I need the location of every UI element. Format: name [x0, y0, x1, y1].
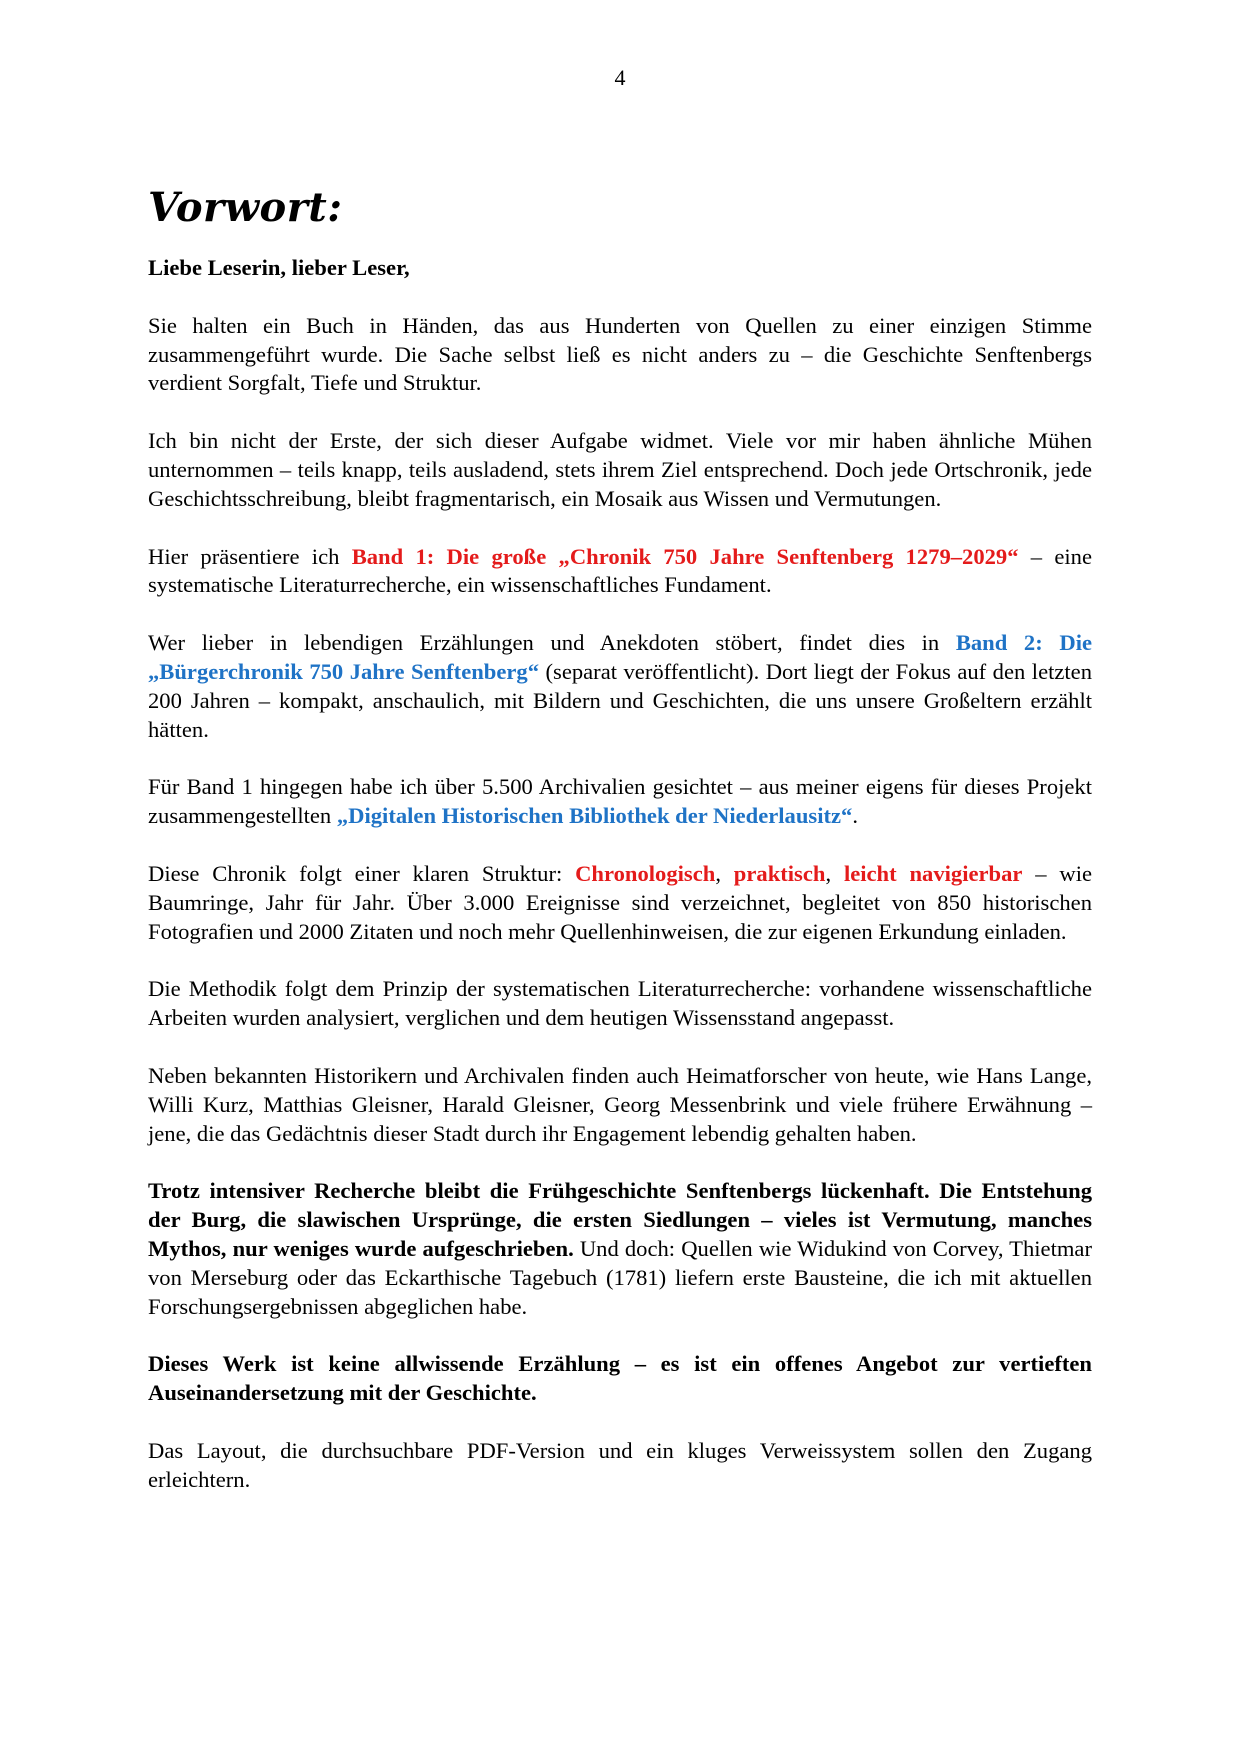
paragraph-6 [148, 860, 1092, 946]
paragraph-1: Sie halten ein Buch in Händen, das aus Hunderten von Quellen zu einer einzigen Stimme zusammengeführt wurde. Die Sache selbst ließ es nicht anders zu – die Geschichte Senftenbergs verdient Sorgfalt, Tiefe und Struktur. [148, 312, 1092, 396]
separator-1: , [715, 860, 734, 886]
page-number: 4 [614, 65, 626, 90]
paragraph-10: Dieses Werk ist keine allwissende Erzählung – es ist ein offenes Angebot zur vertieften Auseinandersetzung mit der Geschichte. [148, 1351, 1092, 1406]
paragraph-8: Neben bekannten Historikern und Archivalen finden auch Heimatforscher von heute, wie Hans Lange, Willi Kurz, Matthias Gleisner, Harald Gleisner, Georg Messenbrink und viele frühere Erwähnung – jene, die das Gedächtnis dieser Stadt durch ihr Engagement lebendig gehalten haben. [148, 1062, 1092, 1146]
paragraph-3-text-end: – eine systematische Literaturrecherche, ein wissenschaftliches Fundament. [148, 543, 1093, 598]
separator-2: , [825, 860, 844, 886]
keyword-praktisch: praktisch [733, 860, 826, 886]
paragraph-4-text: Wer lieber in lebendigen Erzählungen und Anekdoten stöbert, findet dies in [148, 630, 956, 656]
paragraph-9 [148, 1177, 1092, 1321]
paragraph-6-text: Diese Chronik folgt einer klaren Struktur: [148, 860, 576, 886]
page-title: Vorwort: [148, 184, 343, 231]
band-2-title: Band 2: Die „Bürgerchronik 750 Jahre Senftenberg“ [148, 630, 1092, 684]
paragraph-4-text-end: (separat veröffentlicht). Dort liegt der Fokus auf den letzten 200 Jahren – kompakt, anschaulich, mit Bildern und Geschichten, die uns unsere Großeltern erzählt hätten. [148, 658, 1093, 742]
paragraph-11: Das Layout, die durchsuchbare PDF-Version und ein kluges Verweissystem sollen den Zugang erleichtern. [148, 1437, 1092, 1492]
keyword-chronologisch: Chronologisch [575, 860, 716, 886]
paragraph-5-text-end: . [852, 803, 858, 829]
paragraph-5-text: Für Band 1 hingegen habe ich über 5.500 Archivalien gesichtet – aus meiner eigens für dieses Projekt zusammengestellten [148, 774, 1092, 829]
paragraph-6-text-end: – wie Baumringe, Jahr für Jahr. Über 3.000 Ereignisse sind verzeichnet, begleitet von 850 historischen Fotografien und 2000 Zitaten und noch mehr Quellenhinweisen, die zur eigenen Erkundung einladen. [148, 860, 1093, 944]
paragraph-3-text: Hier präsentiere ich [148, 543, 352, 569]
salutation: Liebe Leserin, lieber Leser, [148, 255, 410, 280]
band-1-title: Band 1: Die große „Chronik 750 Jahre Senftenberg 1279–2029“ [351, 543, 1019, 569]
paragraph-7: Die Methodik folgt dem Prinzip der systematischen Literaturrecherche: vorhandene wissenschaftliche Arbeiten wurden analysiert, verglichen und dem heutigen Wissensstand angepasst. [148, 976, 1092, 1031]
paragraph-9-text: Und doch: Quellen wie Widukind von Corvey, Thietmar von Merseburg oder das Eckarthische Tagebuch (1781) liefern erste Bausteine, die ich mit aktuellen Forschungsergebnissen abgeglichen habe. [148, 1235, 1092, 1319]
keyword-navigierbar: leicht navigierbar [843, 860, 1023, 886]
library-name: „Digitalen Historischen Bibliothek der Niederlausitz“ [336, 803, 853, 829]
paragraph-2: Ich bin nicht der Erste, der sich dieser Aufgabe widmet. Viele vor mir haben ähnliche Mühen unternommen – teils knapp, teils ausladend, stets ihrem Ziel entsprechend. Doch jede Ortschronik, jede Geschichtsschreibung, bleibt fragmentarisch, ein Mosaik aus Wissen und Vermutungen. [148, 428, 1092, 511]
paragraph-9-bold: Trotz intensiver Recherche bleibt die Frühgeschichte Senftenbergs lückenhaft. Die Entstehung der Burg, die slawischen Ursprünge, die ersten Siedlungen – vieles ist Vermutung, manches Mythos, nur weniges wurde aufgeschrieben. [148, 1178, 1092, 1261]
preface-body [148, 180, 1092, 1495]
paragraph-3 [148, 543, 1092, 601]
paragraph-4 [148, 629, 1092, 744]
paragraph-5 [148, 773, 1092, 831]
